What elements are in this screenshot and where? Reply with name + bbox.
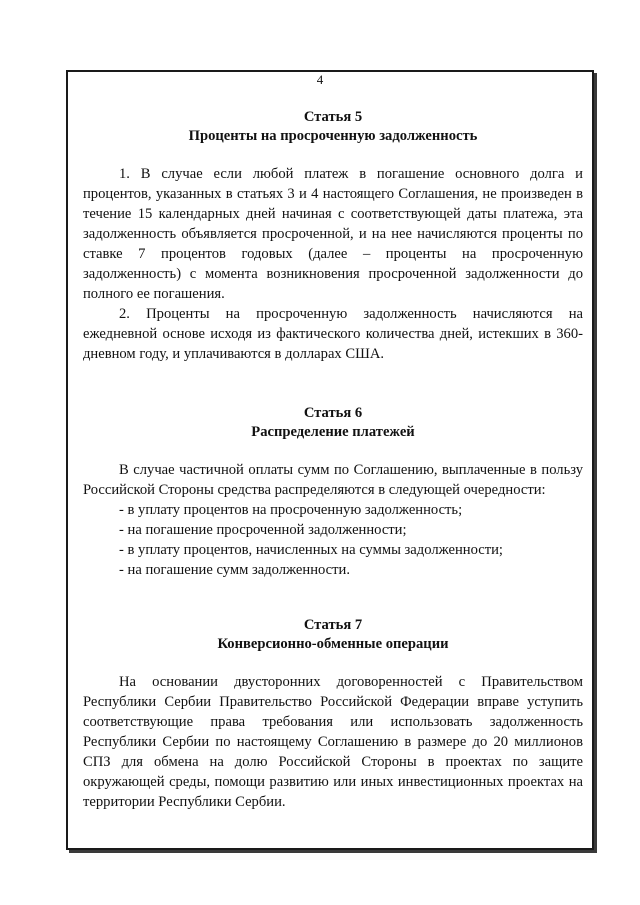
article-6-heading: Статья 6 bbox=[303, 405, 363, 421]
article-7 bbox=[83, 616, 583, 812]
list-item: - в уплату процентов, начисленных на суммы задолженности; bbox=[119, 542, 503, 558]
article-5-paragraph-1: 1. В случае если любой платеж в погашение основного долга и процентов, указанных в статьях 3 и 4 настоящего Соглашения, не произведен в течение 15 календарных дней начиная с соответствующей даты платежа, эта задолженность объявляется просроченной, и на нее начисляются проценты по ставке 7 процентов годовых (далее – проценты на просроченную задолженность) с момента возникновения просроченной задолженности до полного ее погашения. bbox=[83, 166, 583, 302]
list-item: - в уплату процентов на просроченную задолженность; bbox=[119, 502, 463, 518]
article-5-heading: Статья 5 bbox=[303, 109, 363, 125]
article-7-title: Конверсионно-обменные операции bbox=[217, 636, 449, 652]
payment-order-list bbox=[83, 500, 583, 580]
article-7-paragraph-1: На основании двусторонних договоренностей с Правительством Республики Сербии Правительство Российской Федерации вправе уступить соответствующие права требования или использовать задолженность Республики Сербии по настоящему Соглашению в размере до 20 миллионов СПЗ для обмена на долю Российской Стороны в проектах по защите окружающей среды, помощи развитию или иных инвестиционных проектах на территории Республики Сербии. bbox=[83, 674, 583, 810]
article-5-paragraph-2: 2. Проценты на просроченную задолженность начисляются на ежедневной основе исходя из фактического количества дней, истекших в 360-дневном году, и уплачиваются в долларах США. bbox=[83, 306, 583, 362]
list-item: - на погашение сумм задолженности. bbox=[119, 562, 350, 578]
article-6-title: Распределение платежей bbox=[251, 424, 415, 440]
article-5 bbox=[83, 108, 583, 364]
article-5-title: Проценты на просроченную задолженность bbox=[188, 128, 478, 144]
list-item: - на погашение просроченной задолженности; bbox=[119, 522, 407, 538]
document-body bbox=[83, 108, 583, 812]
article-6 bbox=[83, 404, 583, 580]
article-6-intro: В случае частичной оплаты сумм по Соглашению, выплаченные в пользу Российской Стороны средства распределяются в следующей очередности: bbox=[83, 462, 583, 498]
page-number: 4 bbox=[316, 72, 324, 87]
article-7-heading: Статья 7 bbox=[303, 617, 363, 633]
